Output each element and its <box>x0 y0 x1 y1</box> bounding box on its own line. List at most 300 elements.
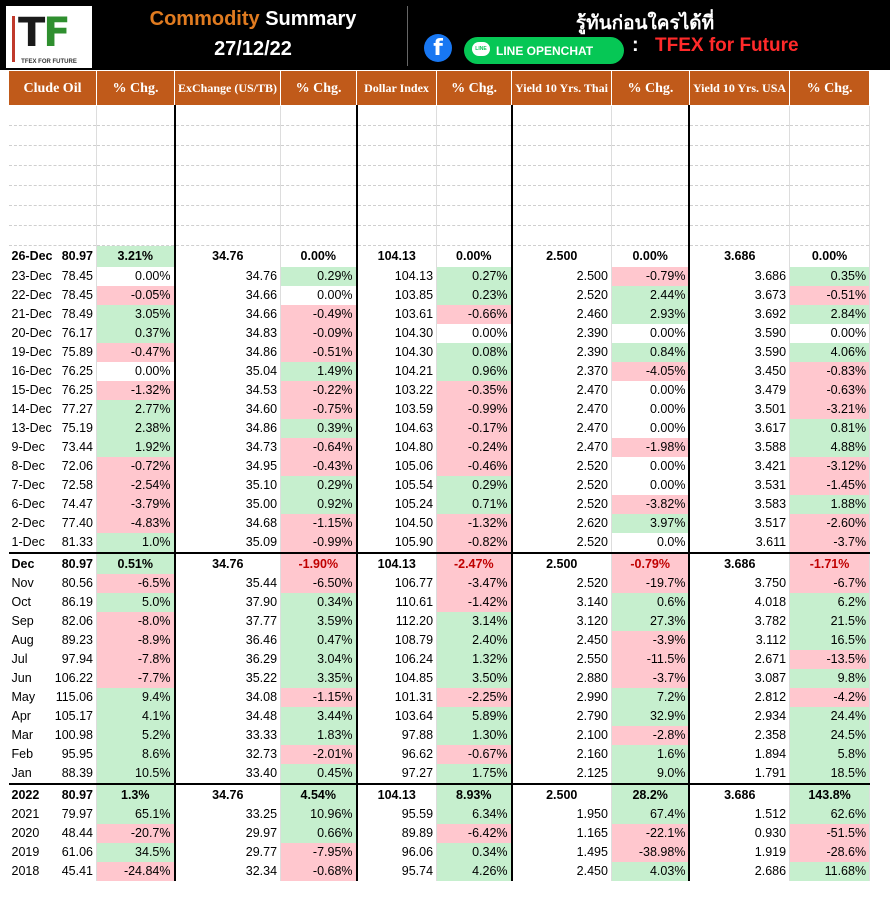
pct-change-cell: 0.6% <box>611 593 689 612</box>
value-cell: 3.590 <box>689 343 789 362</box>
row-label: 19-Dec <box>11 345 52 359</box>
pct-change-cell: -0.17% <box>437 419 512 438</box>
line-chat-icon: LINE <box>472 42 490 56</box>
value-cell: 104.30 <box>357 324 437 343</box>
row-label: 2022 <box>11 787 40 802</box>
pct-change-cell: 0.00% <box>790 246 870 268</box>
pct-change-cell: -0.46% <box>437 457 512 476</box>
table-row <box>9 514 870 533</box>
pct-change-cell: 6.2% <box>790 593 870 612</box>
pct-change-cell: -1.90% <box>281 553 357 574</box>
pct-change-cell: 2.40% <box>437 631 512 650</box>
value-cell: 1.495 <box>512 843 612 862</box>
value-cell: 34.53 <box>175 381 281 400</box>
pct-change-cell: 0.00% <box>611 457 689 476</box>
value-cell: 1.791 <box>689 764 789 784</box>
value-text: 61.06 <box>61 845 93 859</box>
pct-change-cell: 28.2% <box>611 784 689 805</box>
empty-row <box>9 206 870 226</box>
pct-change-cell: 5.89% <box>437 707 512 726</box>
pct-change-cell: 0.00% <box>611 324 689 343</box>
pct-change-cell: 0.45% <box>281 764 357 784</box>
value-cell: 3.673 <box>689 286 789 305</box>
pct-change-cell: -0.05% <box>97 286 175 305</box>
value-cell <box>9 533 97 553</box>
value-text: 76.25 <box>61 364 93 378</box>
pct-change-cell: 4.88% <box>790 438 870 457</box>
pct-change-cell: -4.05% <box>611 362 689 381</box>
value-cell: 3.501 <box>689 400 789 419</box>
value-cell: 95.74 <box>357 862 437 881</box>
pct-change-cell: 2.38% <box>97 419 175 438</box>
pct-change-cell: 10.5% <box>97 764 175 784</box>
pct-change-cell: 2.77% <box>97 400 175 419</box>
pct-change-cell: -0.09% <box>281 324 357 343</box>
value-cell <box>9 593 97 612</box>
value-text: 89.23 <box>61 633 93 647</box>
value-text: 79.97 <box>61 807 93 821</box>
pct-change-cell: 24.4% <box>790 707 870 726</box>
pct-change-cell: 1.88% <box>790 495 870 514</box>
row-label: Sep <box>11 614 34 628</box>
pct-change-cell: 65.1% <box>97 805 175 824</box>
value-cell: 104.50 <box>357 514 437 533</box>
value-text: 95.95 <box>61 747 93 761</box>
value-cell <box>9 726 97 745</box>
column-header: % Chg. <box>790 71 870 106</box>
value-text: 76.25 <box>61 383 93 397</box>
value-cell: 104.85 <box>357 669 437 688</box>
value-cell: 3.120 <box>512 612 612 631</box>
pct-change-cell: 3.14% <box>437 612 512 631</box>
pct-change-cell: -0.99% <box>281 533 357 553</box>
value-cell: 103.61 <box>357 305 437 324</box>
value-text: 75.89 <box>61 345 93 359</box>
value-cell: 32.73 <box>175 745 281 764</box>
value-cell <box>9 267 97 286</box>
pct-change-cell: 0.29% <box>281 267 357 286</box>
pct-change-cell: 24.5% <box>790 726 870 745</box>
row-label: 20-Dec <box>11 326 52 340</box>
summary-row <box>9 553 870 574</box>
pct-change-cell: 0.00% <box>790 324 870 343</box>
value-cell: 2.520 <box>512 286 612 305</box>
value-cell: 2.390 <box>512 324 612 343</box>
value-cell: 2.450 <box>512 862 612 881</box>
value-cell <box>9 553 97 574</box>
value-cell <box>9 457 97 476</box>
value-cell: 2.812 <box>689 688 789 707</box>
pct-change-cell: -3.9% <box>611 631 689 650</box>
value-cell: 3.112 <box>689 631 789 650</box>
pct-change-cell: 0.23% <box>437 286 512 305</box>
value-cell: 35.00 <box>175 495 281 514</box>
pct-change-cell: 1.49% <box>281 362 357 381</box>
pct-change-cell: -0.51% <box>281 343 357 362</box>
value-cell <box>9 343 97 362</box>
pct-change-cell: 0.00% <box>437 324 512 343</box>
table-row <box>9 457 870 476</box>
value-cell: 106.24 <box>357 650 437 669</box>
pct-change-cell: -1.32% <box>437 514 512 533</box>
column-header: % Chg. <box>97 71 175 106</box>
value-text: 100.98 <box>54 728 93 742</box>
value-cell <box>9 438 97 457</box>
value-text: 81.33 <box>61 535 93 549</box>
value-cell <box>9 745 97 764</box>
table-row <box>9 650 870 669</box>
value-cell: 105.06 <box>357 457 437 476</box>
value-cell: 34.86 <box>175 419 281 438</box>
value-cell: 2.125 <box>512 764 612 784</box>
value-text: 80.97 <box>61 556 93 571</box>
pct-change-cell: -0.47% <box>97 343 175 362</box>
column-header: % Chg. <box>611 71 689 106</box>
pct-change-cell: -7.95% <box>281 843 357 862</box>
pct-change-cell: 0.00% <box>97 267 175 286</box>
value-cell: 103.59 <box>357 400 437 419</box>
value-cell: 2.671 <box>689 650 789 669</box>
row-label: 1-Dec <box>11 535 45 549</box>
pct-change-cell: -1.15% <box>281 514 357 533</box>
value-cell: 2.470 <box>512 381 612 400</box>
value-cell: 2.934 <box>689 707 789 726</box>
row-label: Jul <box>11 652 28 666</box>
value-cell: 103.85 <box>357 286 437 305</box>
value-cell: 1.950 <box>512 805 612 824</box>
value-cell: 3.617 <box>689 419 789 438</box>
value-cell: 104.13 <box>357 246 437 268</box>
value-text: 45.41 <box>61 864 93 878</box>
value-cell <box>9 362 97 381</box>
pct-change-cell: -2.25% <box>437 688 512 707</box>
row-label: Apr <box>11 709 31 723</box>
value-cell: 34.76 <box>175 784 281 805</box>
pct-change-cell: -24.84% <box>97 862 175 881</box>
pct-change-cell: 0.34% <box>281 593 357 612</box>
pct-change-cell: -6.5% <box>97 574 175 593</box>
pct-change-cell: -0.63% <box>790 381 870 400</box>
value-cell: 0.930 <box>689 824 789 843</box>
pct-change-cell: 0.37% <box>97 324 175 343</box>
pct-change-cell: -1.45% <box>790 476 870 495</box>
value-cell: 37.90 <box>175 593 281 612</box>
row-label: 15-Dec <box>11 383 52 397</box>
pct-change-cell: -0.99% <box>437 400 512 419</box>
pct-change-cell: 0.27% <box>437 267 512 286</box>
value-cell <box>9 419 97 438</box>
value-cell: 2.470 <box>512 438 612 457</box>
value-text: 105.17 <box>54 709 93 723</box>
pct-change-cell: -2.8% <box>611 726 689 745</box>
row-label: 2019 <box>11 845 40 859</box>
page-title: Commodity Summary <box>149 8 357 30</box>
value-text: 75.19 <box>61 421 93 435</box>
value-text: 78.49 <box>61 307 93 321</box>
pct-change-cell: -28.6% <box>790 843 870 862</box>
summary-row <box>9 246 870 268</box>
value-cell: 2.358 <box>689 726 789 745</box>
value-text: 86.19 <box>61 595 93 609</box>
pct-change-cell: 27.3% <box>611 612 689 631</box>
pct-change-cell: 9.4% <box>97 688 175 707</box>
value-cell: 2.100 <box>512 726 612 745</box>
tfex-logo: TF TFEX FOR FUTURE <box>6 6 92 68</box>
row-label: Mar <box>11 728 34 742</box>
value-cell: 29.77 <box>175 843 281 862</box>
line-openchat-button[interactable]: LINE LINE OPENCHAT <box>464 37 624 64</box>
pct-change-cell: 143.8% <box>790 784 870 805</box>
value-cell: 1.512 <box>689 805 789 824</box>
empty-row <box>9 126 870 146</box>
empty-row <box>9 106 870 126</box>
pct-change-cell: 0.81% <box>790 419 870 438</box>
pct-change-cell: -0.43% <box>281 457 357 476</box>
value-cell: 2.686 <box>689 862 789 881</box>
pct-change-cell: 62.6% <box>790 805 870 824</box>
row-label: Oct <box>11 595 31 609</box>
value-cell: 3.750 <box>689 574 789 593</box>
value-text: 76.17 <box>61 326 93 340</box>
value-text: 78.45 <box>61 269 93 283</box>
row-label: Nov <box>11 576 34 590</box>
pct-change-cell: 0.34% <box>437 843 512 862</box>
value-text: 74.47 <box>61 497 93 511</box>
pct-change-cell: -51.5% <box>790 824 870 843</box>
pct-change-cell: 0.29% <box>281 476 357 495</box>
pct-change-cell: 18.5% <box>790 764 870 784</box>
pct-change-cell: 0.92% <box>281 495 357 514</box>
value-cell <box>9 862 97 881</box>
value-text: 78.45 <box>61 288 93 302</box>
value-cell <box>9 784 97 805</box>
row-label: 7-Dec <box>11 478 45 492</box>
pct-change-cell: -1.71% <box>790 553 870 574</box>
value-cell: 2.790 <box>512 707 612 726</box>
pct-change-cell: -7.8% <box>97 650 175 669</box>
value-cell: 3.782 <box>689 612 789 631</box>
value-cell: 2.500 <box>512 553 612 574</box>
value-cell: 3.686 <box>689 784 789 805</box>
value-cell <box>9 805 97 824</box>
pct-change-cell: -1.42% <box>437 593 512 612</box>
pct-change-cell: 0.08% <box>437 343 512 362</box>
pct-change-cell: -3.7% <box>790 533 870 553</box>
value-cell: 2.520 <box>512 574 612 593</box>
value-cell <box>9 514 97 533</box>
pct-change-cell: 5.0% <box>97 593 175 612</box>
pct-change-cell: -2.60% <box>790 514 870 533</box>
value-cell: 3.450 <box>689 362 789 381</box>
row-label: 2020 <box>11 826 40 840</box>
value-text: 106.22 <box>54 671 93 685</box>
empty-row <box>9 186 870 206</box>
value-cell: 1.894 <box>689 745 789 764</box>
value-cell <box>9 324 97 343</box>
value-cell <box>9 612 97 631</box>
table-row <box>9 669 870 688</box>
value-cell: 104.21 <box>357 362 437 381</box>
row-label: 2-Dec <box>11 516 45 530</box>
value-cell <box>9 631 97 650</box>
pct-change-cell: 1.30% <box>437 726 512 745</box>
row-label: Jan <box>11 766 32 780</box>
value-cell: 35.22 <box>175 669 281 688</box>
pct-change-cell: 1.92% <box>97 438 175 457</box>
pct-change-cell: 9.8% <box>790 669 870 688</box>
value-cell: 103.22 <box>357 381 437 400</box>
column-header: ExChange (US/TB) <box>175 71 281 106</box>
value-cell <box>9 305 97 324</box>
pct-change-cell: -4.83% <box>97 514 175 533</box>
summary-row <box>9 784 870 805</box>
table-row <box>9 495 870 514</box>
value-cell: 3.583 <box>689 495 789 514</box>
row-label: 26-Dec <box>11 249 53 263</box>
value-cell: 108.79 <box>357 631 437 650</box>
value-cell: 36.46 <box>175 631 281 650</box>
pct-change-cell: 0.39% <box>281 419 357 438</box>
pct-change-cell: 0.47% <box>281 631 357 650</box>
pct-change-cell: 0.71% <box>437 495 512 514</box>
table-row <box>9 612 870 631</box>
value-cell <box>9 764 97 784</box>
value-text: 48.44 <box>61 826 93 840</box>
value-cell: 35.09 <box>175 533 281 553</box>
value-cell: 104.13 <box>357 784 437 805</box>
value-cell: 2.470 <box>512 400 612 419</box>
table-row <box>9 400 870 419</box>
value-cell: 34.76 <box>175 246 281 268</box>
pct-change-cell: 0.00% <box>611 419 689 438</box>
pct-change-cell: 3.05% <box>97 305 175 324</box>
value-cell: 3.590 <box>689 324 789 343</box>
pct-change-cell: -0.72% <box>97 457 175 476</box>
promo-text: รู้ทันก่อนใครได้ที่ <box>575 13 715 34</box>
value-cell: 2.470 <box>512 419 612 438</box>
pct-change-cell: 4.26% <box>437 862 512 881</box>
value-cell: 3.588 <box>689 438 789 457</box>
value-cell: 2.460 <box>512 305 612 324</box>
pct-change-cell: -8.9% <box>97 631 175 650</box>
value-cell <box>9 246 97 268</box>
table-row <box>9 476 870 495</box>
pct-change-cell: 4.1% <box>97 707 175 726</box>
pct-change-cell: -3.47% <box>437 574 512 593</box>
table-row <box>9 593 870 612</box>
table-row <box>9 324 870 343</box>
pct-change-cell: 2.93% <box>611 305 689 324</box>
value-cell: 3.479 <box>689 381 789 400</box>
pct-change-cell: 3.35% <box>281 669 357 688</box>
value-cell: 105.90 <box>357 533 437 553</box>
value-cell: 34.76 <box>175 553 281 574</box>
pct-change-cell: 0.00% <box>611 246 689 268</box>
pct-change-cell: 4.03% <box>611 862 689 881</box>
pct-change-cell: -1.32% <box>97 381 175 400</box>
value-cell <box>9 286 97 305</box>
pct-change-cell: -0.64% <box>281 438 357 457</box>
value-cell: 34.95 <box>175 457 281 476</box>
value-cell: 112.20 <box>357 612 437 631</box>
value-cell: 34.73 <box>175 438 281 457</box>
value-cell: 32.34 <box>175 862 281 881</box>
value-cell: 34.68 <box>175 514 281 533</box>
value-cell: 1.165 <box>512 824 612 843</box>
value-cell: 2.990 <box>512 688 612 707</box>
table-row <box>9 305 870 324</box>
value-cell: 97.27 <box>357 764 437 784</box>
pct-change-cell: 10.96% <box>281 805 357 824</box>
pct-change-cell: 0.0% <box>611 533 689 553</box>
pct-change-cell: -0.79% <box>611 553 689 574</box>
value-text: 73.44 <box>61 440 93 454</box>
value-cell: 96.06 <box>357 843 437 862</box>
value-cell: 106.77 <box>357 574 437 593</box>
pct-change-cell: 8.6% <box>97 745 175 764</box>
pct-change-cell: 0.29% <box>437 476 512 495</box>
pct-change-cell: 4.54% <box>281 784 357 805</box>
row-label: 6-Dec <box>11 497 45 511</box>
pct-change-cell: 34.5% <box>97 843 175 862</box>
value-cell: 2.520 <box>512 476 612 495</box>
value-cell: 35.04 <box>175 362 281 381</box>
pct-change-cell: -8.0% <box>97 612 175 631</box>
value-cell <box>9 843 97 862</box>
pct-change-cell: 1.3% <box>97 784 175 805</box>
pct-change-cell: 2.84% <box>790 305 870 324</box>
value-cell <box>9 400 97 419</box>
value-cell: 3.517 <box>689 514 789 533</box>
value-cell: 96.62 <box>357 745 437 764</box>
value-cell: 33.40 <box>175 764 281 784</box>
value-cell: 103.64 <box>357 707 437 726</box>
pct-change-cell: -6.50% <box>281 574 357 593</box>
pct-change-cell: 8.93% <box>437 784 512 805</box>
facebook-icon[interactable]: f <box>424 34 452 62</box>
value-cell: 34.83 <box>175 324 281 343</box>
value-text: 115.06 <box>55 690 93 704</box>
pct-change-cell: 2.44% <box>611 286 689 305</box>
pct-change-cell: 0.00% <box>611 476 689 495</box>
column-header-row <box>9 71 870 106</box>
value-cell: 101.31 <box>357 688 437 707</box>
value-cell: 34.60 <box>175 400 281 419</box>
value-cell: 105.24 <box>357 495 437 514</box>
pct-change-cell: 9.0% <box>611 764 689 784</box>
value-cell: 104.13 <box>357 553 437 574</box>
pct-change-cell: -3.82% <box>611 495 689 514</box>
row-label: 23-Dec <box>11 269 52 283</box>
empty-row <box>9 166 870 186</box>
value-cell: 34.66 <box>175 286 281 305</box>
table-row <box>9 419 870 438</box>
pct-change-cell: -1.98% <box>611 438 689 457</box>
value-cell: 2.880 <box>512 669 612 688</box>
table-row <box>9 438 870 457</box>
pct-change-cell: 1.6% <box>611 745 689 764</box>
pct-change-cell: 0.96% <box>437 362 512 381</box>
value-cell: 36.29 <box>175 650 281 669</box>
value-cell: 2.500 <box>512 784 612 805</box>
table-row <box>9 688 870 707</box>
row-label: 13-Dec <box>11 421 52 435</box>
value-cell: 34.76 <box>175 267 281 286</box>
value-cell: 2.500 <box>512 246 612 268</box>
table-row <box>9 805 870 824</box>
pct-change-cell: -0.24% <box>437 438 512 457</box>
pct-change-cell: 0.00% <box>611 400 689 419</box>
